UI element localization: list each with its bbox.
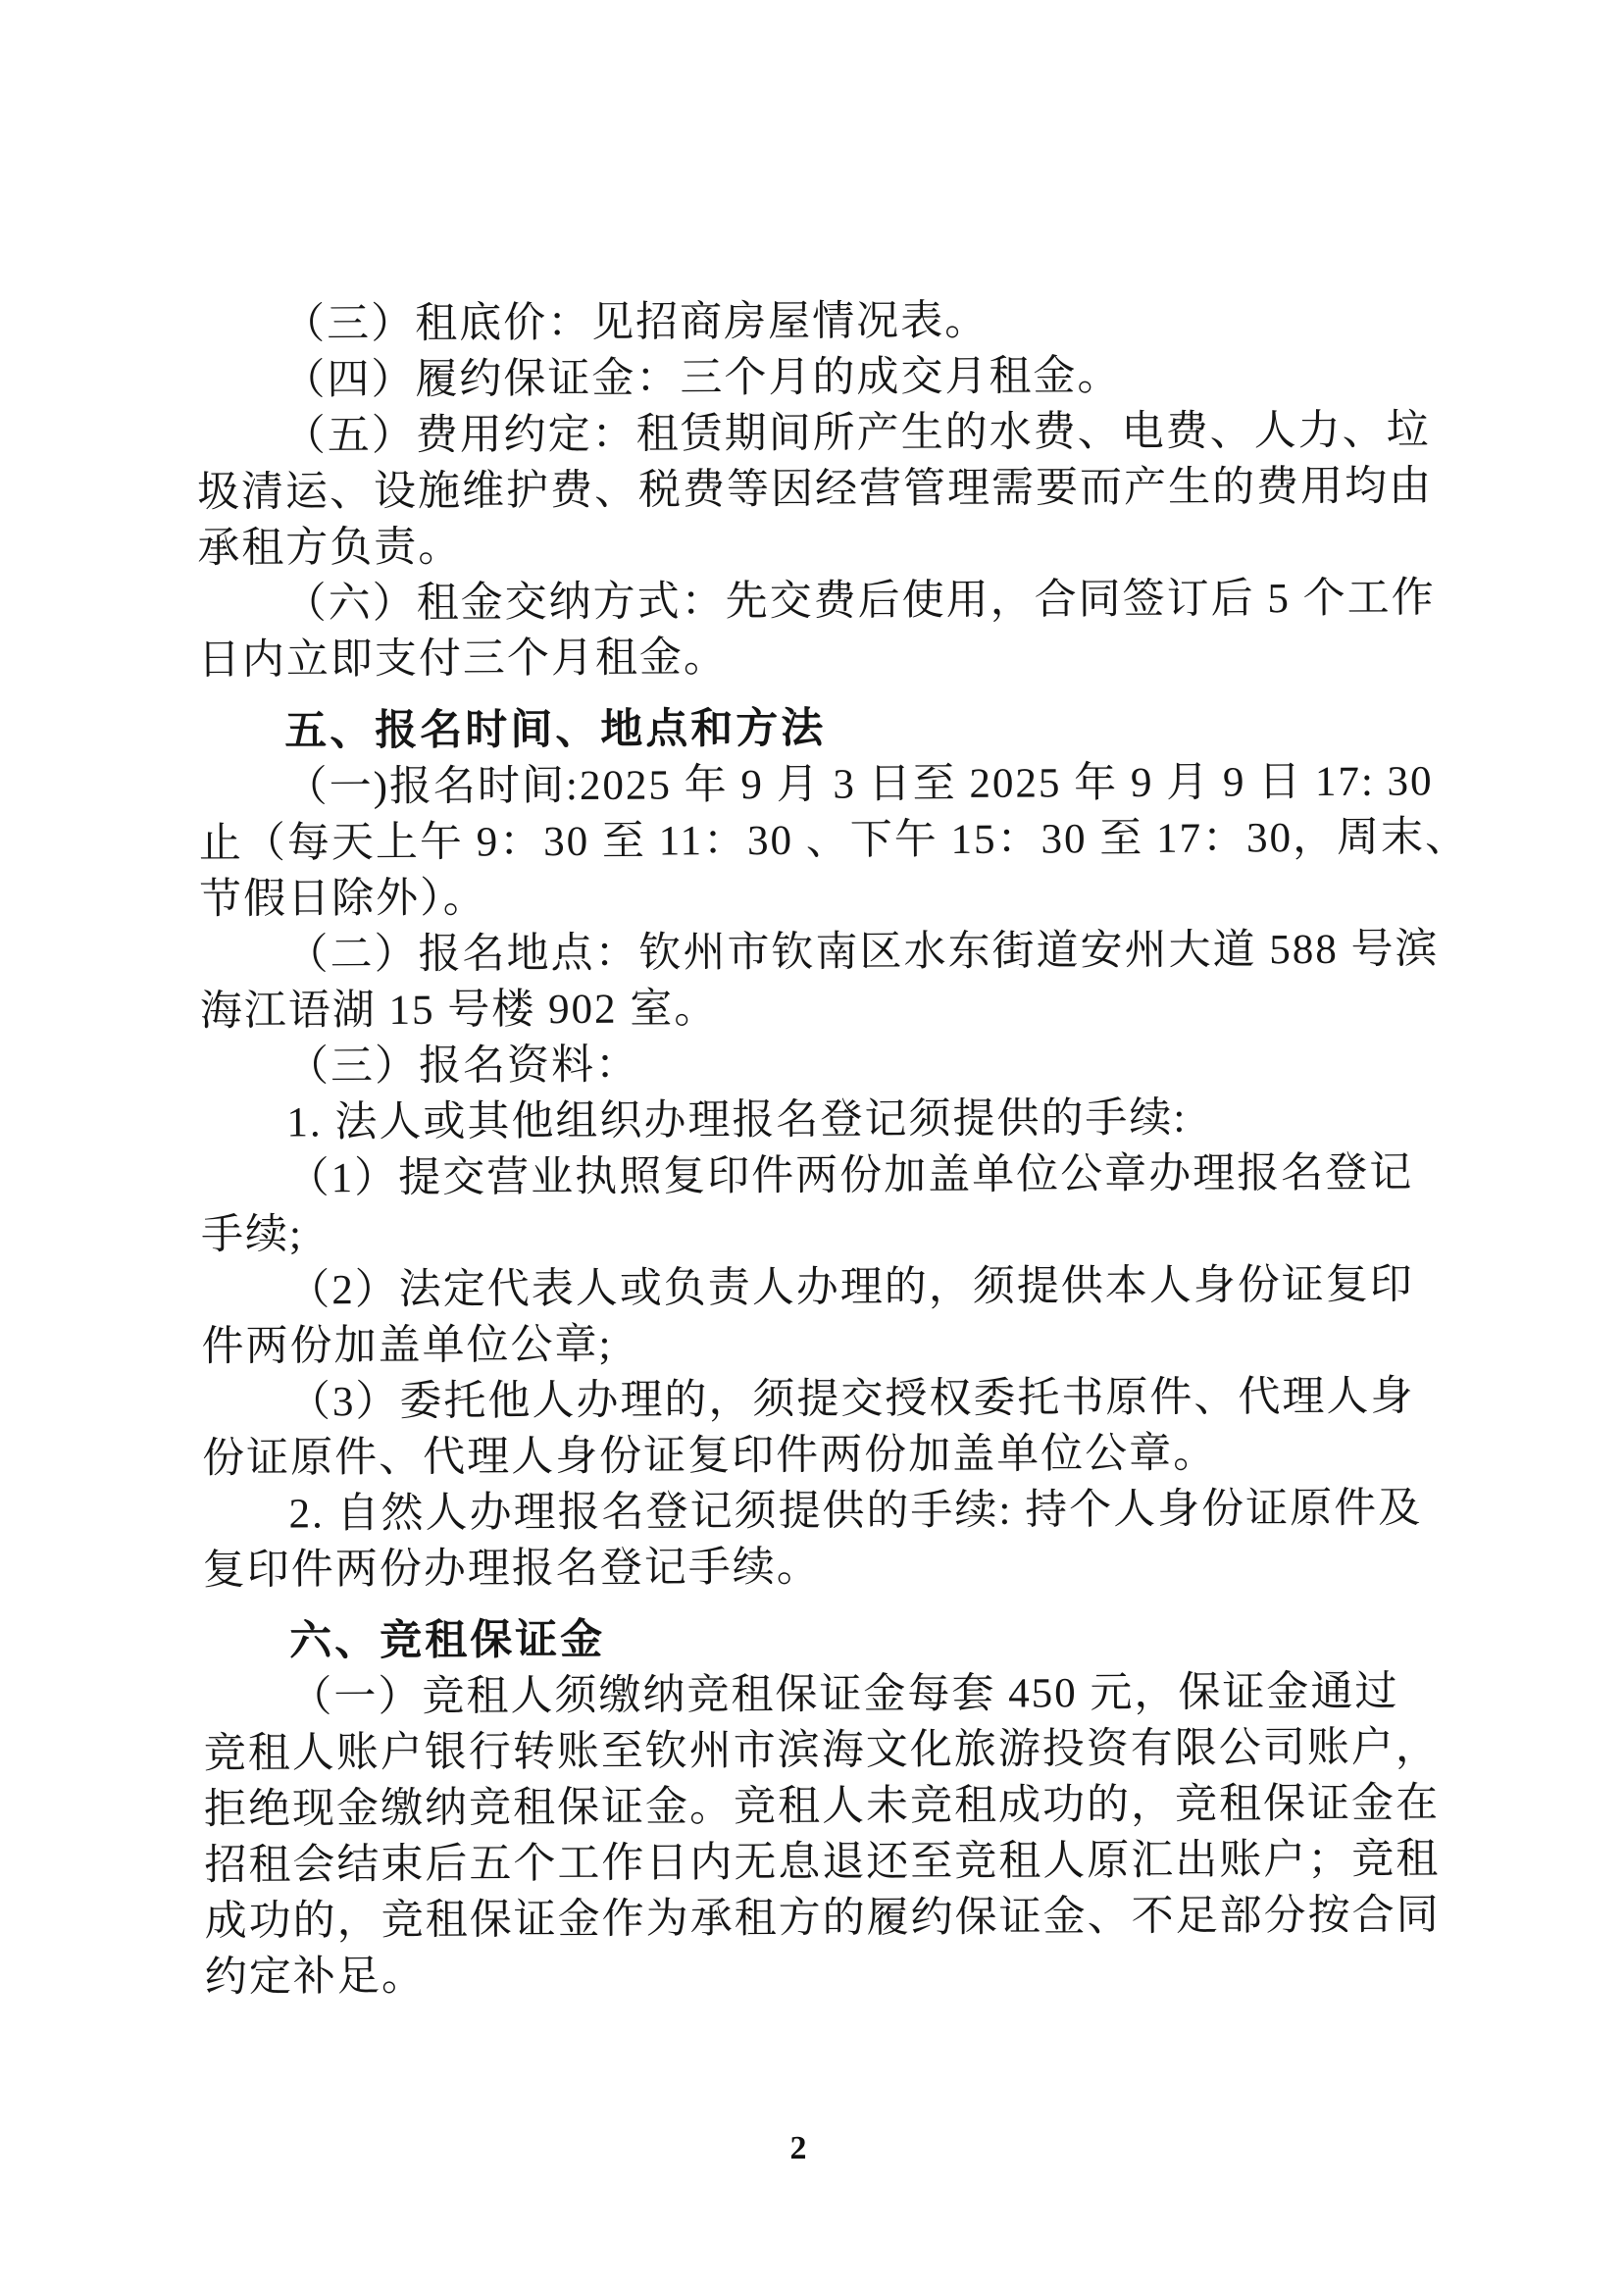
text-line: 件两份加盖单位公章; xyxy=(201,1321,613,1370)
text-line: 止（每天上午 9：30 至 11：30 、下午 15：30 至 17：30，周末、 xyxy=(198,814,1470,867)
text-line: （3）委托他人办理的，须提交授权委托书原件、代理人身 xyxy=(287,1373,1415,1426)
text-line: （五）费用约定：租赁期间所产生的水费、电费、人力、垃 xyxy=(282,407,1431,460)
text-line: 圾清运、设施维护费、税费等因经营管理需要而产生的费用均由 xyxy=(196,463,1434,516)
text-line: 成功的，竞租保证金作为承租方的履约保证金、不足部分按合同 xyxy=(204,1892,1441,1945)
text-line: 竞租人账户银行转账至钦州市滨海文化旅游投资有限公司账户， xyxy=(203,1724,1440,1777)
text-line: （1）提交营业执照复印件两份加盖单位公章办理报名登记 xyxy=(286,1149,1414,1202)
page-number: 2 xyxy=(789,2130,807,2166)
text-line: （六）租金交纳方式：先交费后使用，合同签订后 5 个工作 xyxy=(283,575,1436,628)
text-line: （四）履约保证金：三个月的成交月租金。 xyxy=(282,353,1122,404)
text-line: （2）法定代表人或负责人办理的，须提供本人身份证复印 xyxy=(287,1261,1414,1314)
text-line: （一)报名时间:2025 年 9 月 3 日至 2025 年 9 月 9 日 17: 30 xyxy=(284,758,1434,811)
text-line: 1. 法人或其他组织办理报名登记须提供的手续: xyxy=(286,1094,1188,1146)
text-line: （一）竞租人须缴纳竞租保证金每套 450 元，保证金通过 xyxy=(289,1668,1399,1721)
text-line: 手续; xyxy=(200,1211,304,1258)
text-line: 海江语湖 15 号楼 902 室。 xyxy=(199,986,719,1035)
text-line: 日内立即支付三个月租金。 xyxy=(197,635,729,684)
text-line: 2. 自然人办理报名登记须提供的手续: 持个人身份证原件及 xyxy=(288,1485,1423,1538)
text-line: 招租会结束后五个工作日内无息退还至竞租人原汇出账户；竞租 xyxy=(204,1836,1441,1889)
section-heading: 五、报名时间、地点和方法 xyxy=(284,705,827,755)
text-line: 承租方负责。 xyxy=(197,524,463,572)
text-line: （三）租底价：见招商房屋情况表。 xyxy=(282,297,990,348)
text-line: （三）报名资料： xyxy=(285,1042,640,1091)
text-line: 拒绝现金缴纳竞租保证金。竞租人未竞租成功的，竞租保证金在 xyxy=(203,1780,1441,1833)
text-line: 约定补足。 xyxy=(204,1953,427,2001)
text-line: 复印件两份办理报名登记手续。 xyxy=(202,1544,821,1594)
section-heading: 六、竞租保证金 xyxy=(289,1616,606,1665)
document-content xyxy=(196,290,1470,2006)
text-line: 份证原件、代理人身份证复印件两份加盖单位公章。 xyxy=(202,1430,1218,1482)
text-line: （二）报名地点：钦州市钦南区水东街道安州大道 588 号滨 xyxy=(285,926,1440,979)
text-line: 节假日除外）。 xyxy=(199,875,487,923)
